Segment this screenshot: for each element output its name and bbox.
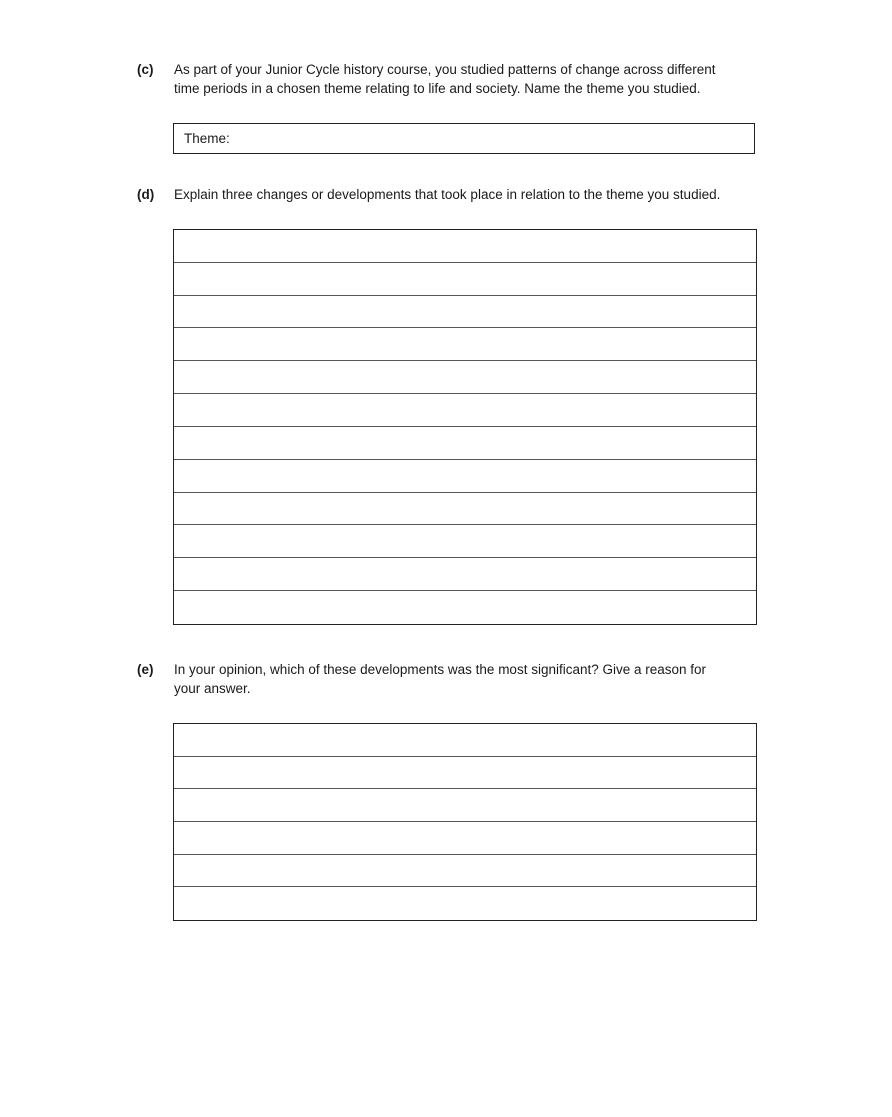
question-d-answer-line[interactable] [174,328,756,361]
question-d-answer-line[interactable] [174,230,756,263]
question-c-text-line: As part of your Junior Cycle history course, you studied patterns of change across different [174,62,716,77]
question-e-answer-line[interactable] [174,757,756,790]
question-e-text [174,660,774,698]
question-e-answer-line[interactable] [174,822,756,855]
question-c-text [174,60,774,98]
question-e-text-line: In your opinion, which of these developments was the most significant? Give a reason for [174,662,707,677]
question-c-text-line: time periods in a chosen theme relating to life and society. Name the theme you studied. [174,81,701,96]
theme-input[interactable] [174,124,754,153]
question-e-answer-line[interactable] [174,855,756,888]
question-c-label: (c) [137,62,154,77]
question-d-text [174,185,774,204]
question-d-text-line: Explain three changes or developments that took place in relation to the theme you studied. [174,187,721,202]
theme-answer-box[interactable] [173,123,755,154]
question-d-answer-line[interactable] [174,427,756,460]
question-d-answer-box[interactable] [173,229,757,625]
question-e-answer-line[interactable] [174,887,756,920]
question-d-answer-line[interactable] [174,263,756,296]
question-d-answer-line[interactable] [174,460,756,493]
question-e-text-line: your answer. [174,681,251,696]
question-e-answer-line[interactable] [174,724,756,757]
question-e-answer-line[interactable] [174,789,756,822]
theme-field-label: Theme: [184,131,230,146]
question-d-answer-line[interactable] [174,394,756,427]
question-d-answer-line[interactable] [174,296,756,329]
question-d-answer-line[interactable] [174,591,756,624]
question-d-answer-line[interactable] [174,558,756,591]
question-e-label: (e) [137,662,154,677]
question-e-answer-box[interactable] [173,723,757,921]
question-d-answer-line[interactable] [174,525,756,558]
question-d-answer-line[interactable] [174,361,756,394]
question-d-label: (d) [137,187,155,202]
question-d-answer-line[interactable] [174,493,756,526]
